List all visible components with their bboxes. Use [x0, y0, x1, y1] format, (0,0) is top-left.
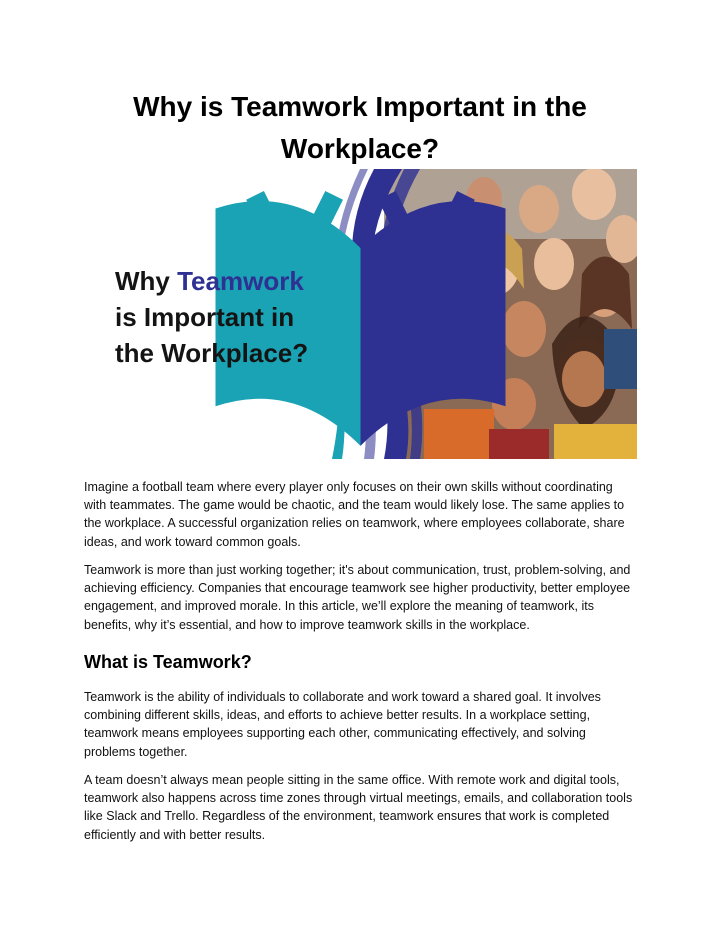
page-title: Why is Teamwork Important in the Workplace? — [133, 91, 587, 164]
section-paragraph-1: Teamwork is the ability of individuals to collaborate and work toward a shared goal. It involves combining different skills, ideas, and efforts to achieve better results. In a workplace setting, teamwork means employees supporting each other, communicating effectively, and solving problems together. — [84, 690, 601, 759]
intro-paragraph-1: Imagine a football team where every player only focuses on their own skills without coordinating with teammates. The game would be chaotic, and the team would likely lose. The same applies to the workplace. A successful organization relies on teamwork, where employees collaborate, share ideas, and work toward common goals. — [84, 480, 625, 549]
hero-heading-accent: Teamwork — [177, 266, 304, 296]
hero-heading-line-3: the Workplace? — [115, 338, 309, 368]
hero-heading-line-1 — [115, 263, 308, 299]
hero-heading-line-2: is Important in — [115, 302, 295, 332]
intro-paragraph-2: Teamwork is more than just working together; it's about communication, trust, problem-solving, and achieving efficiency. Companies that encourage teamwork see higher productivity, better employee engagement, and improved morale. In this article, we’ll explore the meaning of teamwork, its benefits, why it’s essential, and how to improve teamwork skills in the workplace. — [84, 563, 631, 632]
hero-heading — [115, 263, 308, 371]
section-heading: What is Teamwork? — [84, 652, 252, 672]
section-paragraph-2: A team doesn’t always mean people sitting in the same office. With remote work and digital tools, teamwork also happens across time zones through virtual meetings, emails, and collaboration tools like Slack and Trello. Regardless of the environment, teamwork ensures that work is completed efficiently and with better results. — [84, 773, 633, 842]
hero-heading-prefix: Why — [115, 266, 178, 296]
hero-banner-image — [84, 169, 637, 459]
